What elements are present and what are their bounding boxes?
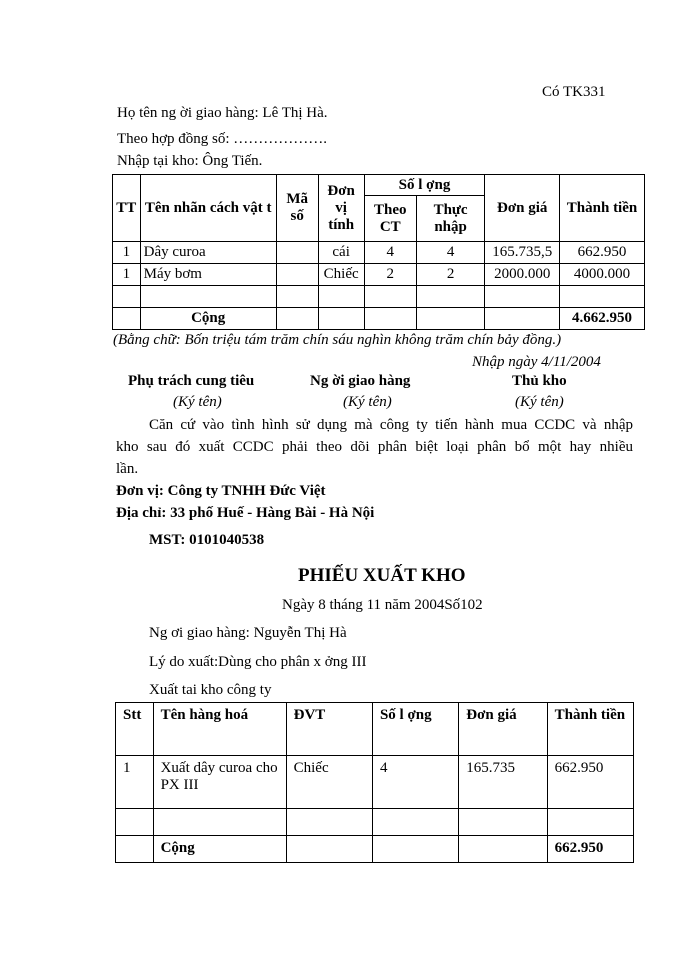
total-row <box>116 836 634 863</box>
header-name: Tên nhãn cách vật t <box>140 175 276 242</box>
receipt-table <box>112 174 645 330</box>
paragraph-line-3: lần. <box>116 461 139 477</box>
signature-role-deliverer: Ng ời giao hàng <box>310 373 411 389</box>
deliverer-line: Họ tên ng ời giao hàng: Lê Thị Hà. <box>117 105 328 121</box>
signature-role-supply: Phụ trách cung tiêu <box>128 373 255 389</box>
cell-price: 2000.000 <box>485 264 560 286</box>
contract-line: Theo hợp đồng số: ………………. <box>117 131 328 147</box>
cell-unit: Chiếc <box>286 756 372 809</box>
total-row <box>113 308 645 330</box>
paragraph-line-1: Căn cứ vào tình hình sử dụng mà công ty tiến hành mua CCDC và nhập <box>149 417 633 433</box>
cell-price: 165.735,5 <box>485 242 560 264</box>
issue-receiver: Ng ơi giao hàng: Nguyễn Thị Hà <box>149 625 347 641</box>
cell-qty-actual: 2 <box>416 264 485 286</box>
table-row <box>113 264 645 286</box>
cell-amount: 4000.000 <box>560 264 645 286</box>
account-code: Có TK331 <box>542 84 606 100</box>
header-qty: Số l ợng <box>364 175 485 196</box>
cell-tt: 1 <box>113 242 141 264</box>
signature-role-storekeeper: Thủ kho <box>512 373 567 389</box>
header-code: Mã số <box>276 175 318 242</box>
cell-price: 165.735 <box>459 756 547 809</box>
cell-unit: Chiếc <box>318 264 364 286</box>
header-qty: Số l ợng <box>372 703 458 756</box>
issue-date: Ngày 8 tháng 11 năm 2004Số102 <box>282 597 483 613</box>
amount-in-words: (Bằng chữ: Bốn triệu tám trăm chín sáu nghìn không trăm chín bảy đồng.) <box>113 332 562 348</box>
header-stt: Stt <box>116 703 154 756</box>
cell-qty: 4 <box>372 756 458 809</box>
header-unit: Đơn vị tính <box>318 175 364 242</box>
issue-title: PHIẾU XUẤT KHO <box>298 565 466 586</box>
signature-note-supply: (Ký tên) <box>173 394 222 410</box>
empty-row <box>116 809 634 836</box>
issue-reason: Lý do xuất:Dùng cho phân x ởng III <box>149 654 367 670</box>
header-price: Đơn giá <box>459 703 547 756</box>
signature-note-storekeeper: (Ký tên) <box>515 394 564 410</box>
cell-code <box>276 264 318 286</box>
paragraph-line-2: kho sau đó xuất CCDC phải theo dõi phân biệt loại phân bổ một hay nhiều <box>116 439 633 455</box>
header-amount: Thành tiền <box>547 703 633 756</box>
cell-amount: 662.950 <box>547 756 633 809</box>
receipt-date: Nhập ngày 4/11/2004 <box>472 354 601 370</box>
cell-name: Máy bơm <box>140 264 276 286</box>
company-address: Địa chỉ: 33 phố Huế - Hàng Bài - Hà Nội <box>116 505 375 521</box>
empty-row <box>113 286 645 308</box>
header-item-name: Tên hàng hoá <box>153 703 286 756</box>
issue-table <box>115 702 634 863</box>
cell-unit: cái <box>318 242 364 264</box>
cell-qty-doc: 4 <box>364 242 416 264</box>
header-qty-actual: Thực nhập <box>416 196 485 242</box>
total-label: Cộng <box>140 308 276 330</box>
cell-amount: 662.950 <box>560 242 645 264</box>
warehouse-line: Nhập tại kho: Ông Tiến. <box>117 153 263 169</box>
header-price: Đơn giá <box>485 175 560 242</box>
total-amount: 4.662.950 <box>560 308 645 330</box>
table-row <box>113 242 645 264</box>
cell-tt: 1 <box>113 264 141 286</box>
cell-stt: 1 <box>116 756 154 809</box>
total-label: Cộng <box>153 836 286 863</box>
header-qty-doc: Theo CT <box>364 196 416 242</box>
cell-item-name: Xuất dây curoa cho PX III <box>153 756 286 809</box>
header-unit: ĐVT <box>286 703 372 756</box>
cell-name: Dây curoa <box>140 242 276 264</box>
cell-qty-actual: 4 <box>416 242 485 264</box>
cell-qty-doc: 2 <box>364 264 416 286</box>
issue-warehouse: Xuất tai kho công ty <box>149 682 272 698</box>
signature-note-deliverer: (Ký tên) <box>343 394 392 410</box>
company-unit: Đơn vị: Công ty TNHH Đức Việt <box>116 483 326 499</box>
header-tt: TT <box>113 175 141 242</box>
total-amount: 662.950 <box>547 836 633 863</box>
table-row <box>116 756 634 809</box>
cell-code <box>276 242 318 264</box>
company-tax-code: MST: 0101040538 <box>149 532 265 548</box>
header-amount: Thành tiền <box>560 175 645 242</box>
